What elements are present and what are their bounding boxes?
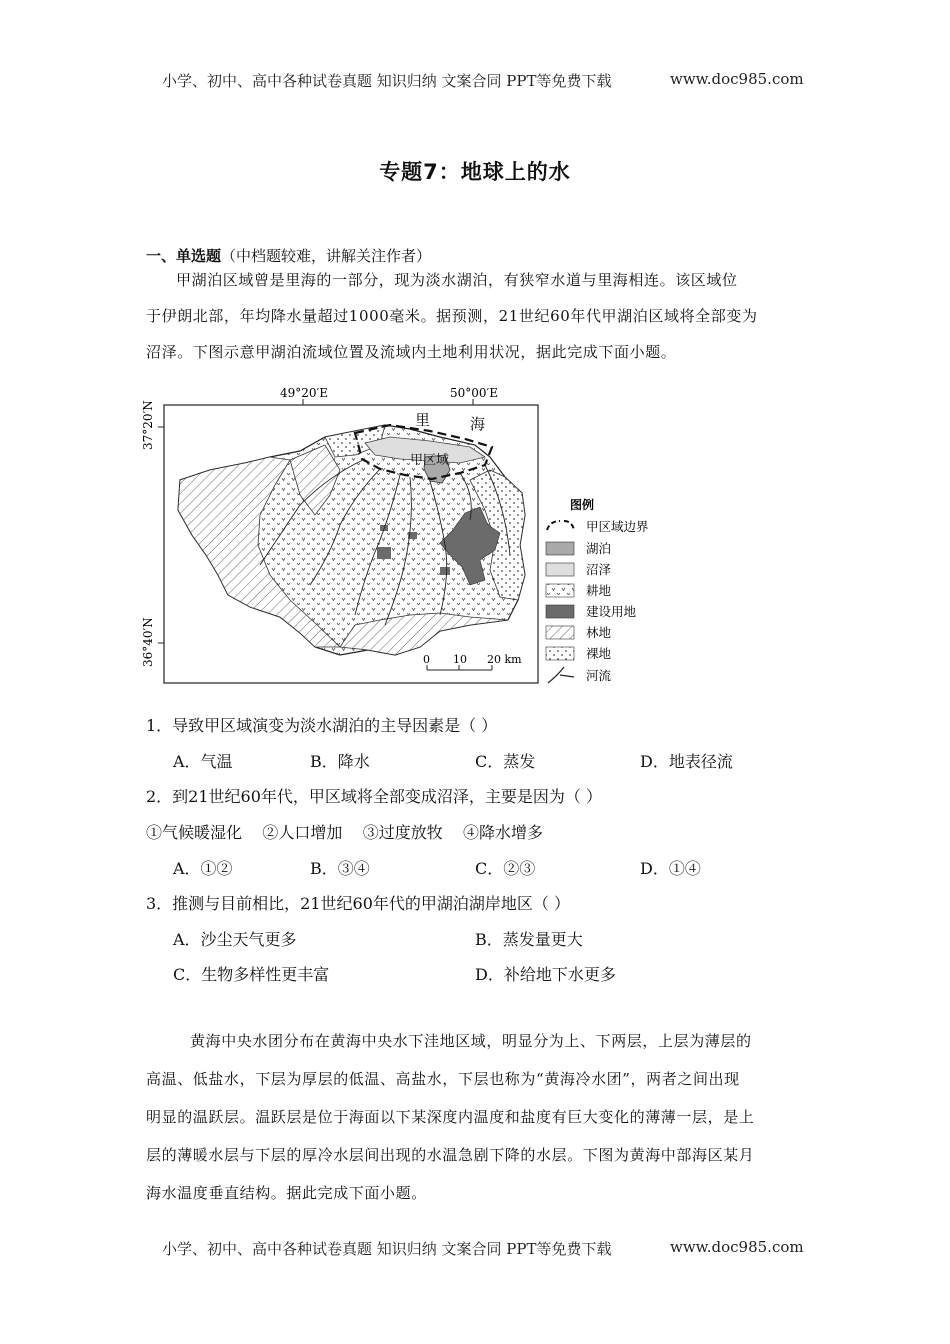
passage-1-line: 于伊朗北部，年均降水量超过1000毫米。据预测，21世纪60年代甲湖泊区域将全部变为 bbox=[146, 307, 758, 325]
question-3-option-c[interactable]: C．生物多样性更丰富 bbox=[173, 965, 330, 984]
question-2-option-a[interactable]: A．①② bbox=[173, 859, 233, 878]
question-2-stem: 2．到21世纪60年代，甲区域将全部变成沼泽，主要是因为（ ） bbox=[146, 787, 602, 806]
page-footer-right: www.doc985.com bbox=[670, 1238, 804, 1256]
question-1-option-a[interactable]: A．气温 bbox=[173, 752, 233, 771]
lon-label: 50°00′E bbox=[450, 386, 499, 400]
question-1-option-b[interactable]: B．降水 bbox=[310, 752, 370, 771]
question-1-option-d[interactable]: D．地表径流 bbox=[640, 752, 733, 771]
passage-2-line: 层的薄暖水层与下层的厚冷水层间出现的水温急剧下降的水层。下图为黄海中部海区某月 bbox=[146, 1146, 755, 1164]
construction-land-patch bbox=[440, 567, 450, 575]
river-icon bbox=[548, 667, 574, 683]
dashed-boundary-icon bbox=[547, 521, 574, 530]
question-3-option-a[interactable]: A．沙尘天气更多 bbox=[173, 930, 297, 949]
question-2-option-b[interactable]: B．③④ bbox=[310, 859, 370, 878]
passage-2-line: 高温、低盐水，下层为厚层的低温、高盐水，下层也称为“黄海冷水团”，两者之间出现 bbox=[146, 1070, 740, 1088]
passage-1-line: 沼泽。下图示意甲湖泊流域位置及流域内土地利用状况，据此完成下面小题。 bbox=[146, 343, 677, 361]
legend-label: 耕地 bbox=[586, 583, 612, 598]
forest-swatch-icon bbox=[546, 626, 574, 639]
legend-label: 裸地 bbox=[586, 646, 612, 661]
question-3-option-b[interactable]: B．蒸发量更大 bbox=[475, 930, 583, 949]
page-title: 专题7：地球上的水 bbox=[379, 160, 571, 184]
legend-label: 甲区域边界 bbox=[586, 519, 649, 534]
legend-label: 河流 bbox=[586, 668, 612, 683]
farmland-swatch-icon bbox=[546, 584, 574, 597]
passage-2-line: 海水温度垂直结构。据此完成下面小题。 bbox=[146, 1184, 427, 1202]
section-label: 单选题 bbox=[176, 247, 222, 265]
passage-2-line: 黄海中央水团分布在黄海中央水下洼地区域，明显分为上、下两层，上层为薄层的 bbox=[190, 1032, 752, 1050]
passage-1-line: 甲湖泊区域曾是里海的一部分，现为淡水湖泊，有狭窄水道与里海相连。该区域位 bbox=[176, 271, 738, 289]
lat-label: 36°40′N bbox=[141, 617, 155, 667]
legend-title: 图例 bbox=[570, 498, 595, 512]
construction-land-patch bbox=[377, 547, 391, 559]
passage-2 bbox=[146, 1022, 806, 1212]
question-1-option-c[interactable]: C．蒸发 bbox=[475, 752, 536, 771]
scale-label: 0 bbox=[423, 653, 430, 666]
land-use-map-figure bbox=[140, 385, 660, 690]
region-label: 甲区域 bbox=[410, 453, 450, 468]
legend-label: 建设用地 bbox=[586, 604, 637, 619]
bareland-swatch-icon bbox=[546, 647, 574, 660]
passage-1 bbox=[146, 262, 806, 370]
scale-label: 10 bbox=[453, 653, 467, 666]
lake-swatch-icon bbox=[546, 542, 574, 555]
scale-label: 20 km bbox=[487, 653, 522, 666]
land-use-map bbox=[140, 385, 660, 690]
question-2-option-c[interactable]: C．②③ bbox=[475, 859, 536, 878]
marsh-swatch-icon bbox=[546, 563, 574, 576]
construction-swatch-icon bbox=[546, 605, 574, 618]
sea-label: 海 bbox=[470, 415, 486, 433]
page-footer-left: 小学、初中、高中各种试卷真题 知识归纳 文案合同 PPT等免费下载 bbox=[162, 1240, 612, 1258]
question-1-stem: 1．导致甲区域演变为淡水湖泊的主导因素是（ ） bbox=[146, 716, 498, 735]
question-2-items: ①气候暖湿化 ②人口增加 ③过度放牧 ④降水增多 bbox=[146, 823, 544, 842]
question-3-option-d[interactable]: D．补给地下水更多 bbox=[475, 965, 616, 984]
lat-label: 37°20′N bbox=[141, 400, 155, 450]
legend-label: 林地 bbox=[586, 625, 612, 640]
section-note: （中档题较难，讲解关注作者） bbox=[221, 247, 432, 265]
page-header-right: www.doc985.com bbox=[670, 70, 804, 88]
section-number: 一、 bbox=[146, 247, 177, 265]
sea-label: 里 bbox=[415, 411, 431, 429]
passage-2-line: 明显的温跃层。温跃层是位于海面以下某深度内温度和盐度有巨大变化的薄薄一层，是上 bbox=[146, 1108, 755, 1126]
page-header-left: 小学、初中、高中各种试卷真题 知识归纳 文案合同 PPT等免费下载 bbox=[162, 72, 612, 90]
question-2-option-d[interactable]: D．①④ bbox=[640, 859, 701, 878]
legend-label: 沼泽 bbox=[586, 562, 612, 577]
question-3-stem: 3．推测与目前相比，21世纪60年代的甲湖泊湖岸地区（ ） bbox=[146, 894, 570, 913]
legend-label: 湖泊 bbox=[586, 541, 612, 556]
lon-label: 49°20′E bbox=[280, 386, 329, 400]
